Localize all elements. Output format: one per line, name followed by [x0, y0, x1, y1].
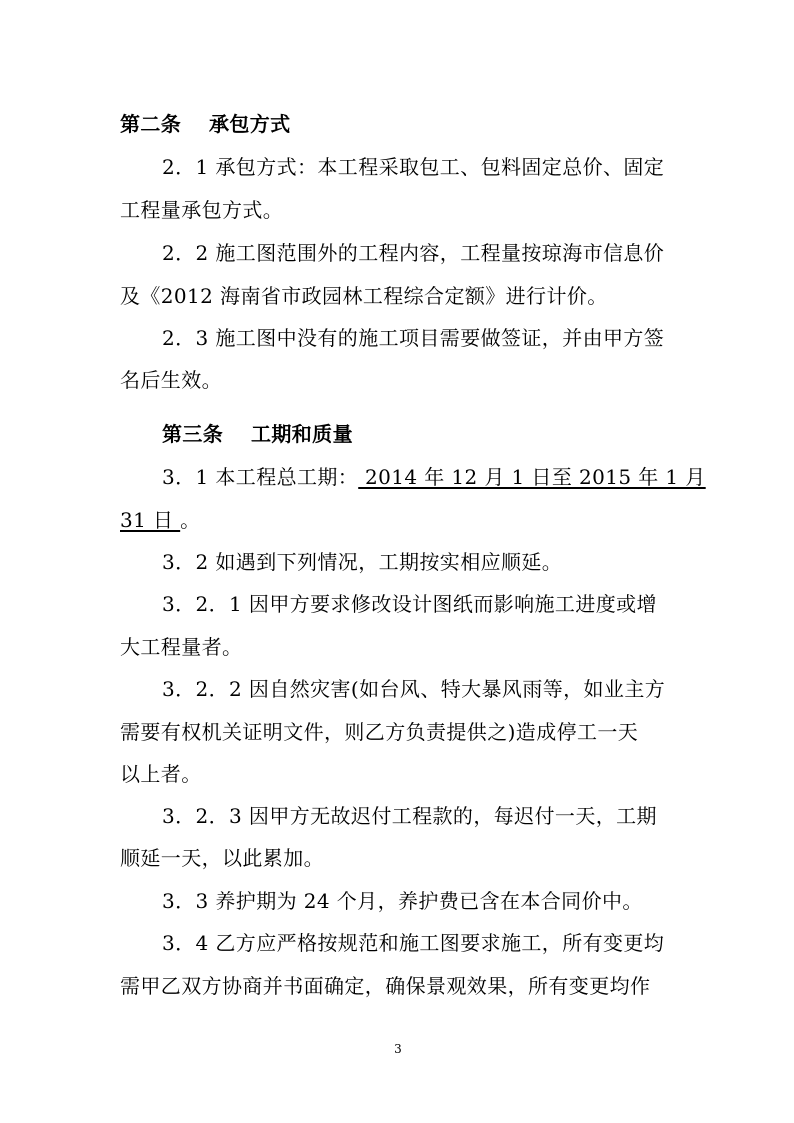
clause-2-3-line-2: 名后生效。	[120, 368, 222, 392]
clause-2-2-line-2: 及《2012 海南省市政园林工程综合定额》进行计价。	[120, 284, 608, 308]
clause-3-3: 3．3 养护期为 24 个月，养护费已含在本合同价中。	[162, 889, 643, 913]
construction-period-value: 2014 年 12 月 1 日至 2015 年 1 月	[358, 465, 706, 489]
clause-2-3-line-1: 2．3 施工图中没有的施工项目需要做签证，并由甲方签	[162, 326, 665, 350]
clause-2-2-line-1: 2．2 施工图范围外的工程内容，工程量按琼海市信息价	[162, 241, 665, 265]
clause-2-1-line-2: 工程量承包方式。	[120, 198, 284, 222]
clause-3-2-2-line-3: 以上者。	[120, 762, 202, 786]
clause-2-1-line-1: 2．1 承包方式：本工程采取包工、包料固定总价、固定	[162, 155, 665, 179]
clause-3-1-suffix: 。	[180, 508, 201, 532]
page-number: 3	[394, 1042, 402, 1056]
article-3-heading: 第三条 工期和质量	[162, 422, 353, 446]
clause-3-2-2-line-1: 3．2．2 因自然灾害(如台风、特大暴风雨等，如业主方	[162, 677, 666, 701]
construction-period-value-end: 31 日	[120, 508, 181, 532]
clause-3-2-2-line-2: 需要有权机关证明文件，则乙方负责提供之)造成停工一天	[120, 720, 639, 744]
clause-3-4-line-2: 需甲乙双方协商并书面确定，确保景观效果，所有变更均作	[120, 974, 651, 998]
clause-3-1-line-1	[162, 465, 706, 489]
clause-3-2-1-line-1: 3．2．1 因甲方要求修改设计图纸而影响施工进度或增	[162, 592, 657, 616]
clause-3-1-prefix: 3．1 本工程总工期：	[162, 465, 359, 489]
clause-3-4-line-1: 3．4 乙方应严格按规范和施工图要求施工，所有变更均	[162, 931, 665, 955]
clause-3-1-line-2	[120, 508, 201, 532]
clause-3-2-3-line-1: 3．2．3 因甲方无故迟付工程款的，每迟付一天，工期	[162, 804, 657, 828]
clause-3-2-1-line-2: 大工程量者。	[120, 635, 243, 659]
clause-3-2-3-line-2: 顺延一天，以此累加。	[120, 846, 324, 870]
clause-3-2: 3．2 如遇到下列情况，工期按实相应顺延。	[162, 550, 563, 574]
article-2-heading: 第二条 承包方式	[120, 112, 291, 136]
